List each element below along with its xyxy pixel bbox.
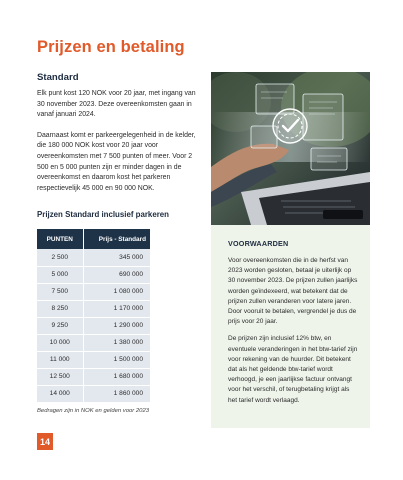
points-cell: 5 000 xyxy=(37,266,83,283)
price-table-footnote: Bedragen zijn in NOK en gelden voor 2023 xyxy=(37,408,149,414)
price-cell: 1 860 000 xyxy=(83,385,150,402)
standard-section xyxy=(37,72,203,204)
points-cell: 9 250 xyxy=(37,317,83,334)
points-cell: 8 250 xyxy=(37,300,83,317)
standard-paragraph-1: Elk punt kost 120 NOK voor 20 jaar, met ingang van 30 november 2023. Deze overeenkomsten gaan in vanaf januari 2024. xyxy=(37,90,196,119)
table-row xyxy=(37,300,150,317)
price-cell: 1 380 000 xyxy=(83,334,150,351)
price-table xyxy=(37,229,150,403)
conditions-heading: VOORWAARDEN xyxy=(228,239,289,248)
price-cell: 1 170 000 xyxy=(83,300,150,317)
standard-heading: Standard xyxy=(37,72,79,83)
table-row xyxy=(37,368,150,385)
points-cell: 2 500 xyxy=(37,249,83,266)
price-cell: 1 500 000 xyxy=(83,351,150,368)
table-row xyxy=(37,334,150,351)
price-cell: 1 080 000 xyxy=(83,283,150,300)
points-cell: 11 000 xyxy=(37,351,83,368)
points-cell: 12 500 xyxy=(37,368,83,385)
price-cell: 690 000 xyxy=(83,266,150,283)
table-row xyxy=(37,283,150,300)
checkmark-badge-icon xyxy=(273,109,307,143)
table-header-row xyxy=(37,229,150,249)
table-row xyxy=(37,249,150,266)
points-cell: 7 500 xyxy=(37,283,83,300)
page-number: 14 xyxy=(37,433,53,450)
price-cell: 1 680 000 xyxy=(83,368,150,385)
table-row xyxy=(37,385,150,402)
hero-photo-illustration xyxy=(211,72,370,225)
table-row xyxy=(37,351,150,368)
conditions-box xyxy=(211,225,370,428)
price-cell: 345 000 xyxy=(83,249,150,266)
column-header-points: PUNTEN xyxy=(37,229,83,249)
hero-photo xyxy=(211,72,370,225)
points-cell: 10 000 xyxy=(37,334,83,351)
table-row xyxy=(37,317,150,334)
conditions-paragraph-2: De prijzen zijn inclusief 12% btw, en eventuele veranderingen in het btw-tarief zijn voor rekening van de huurder. Dit betekent dat als het geldende btw-tarief wordt verhoogd, je een jaarlijkse factuur ontvangt voor het verschil, of terugbetaling krijgt als het tarief wordt verlaagd. xyxy=(228,335,358,404)
price-cell: 1 290 000 xyxy=(83,317,150,334)
page-title: Prijzen en betaling xyxy=(37,38,185,56)
points-cell: 14 000 xyxy=(37,385,83,402)
table-row xyxy=(37,266,150,283)
column-header-price: Prijs - Standard xyxy=(83,229,150,249)
standard-paragraph-2: Daarnaast komt er parkeergelegenheid in de kelder, die 180 000 NOK kost voor 20 jaar voor overeenkomsten met 7 500 punten of meer. Voor 2 500 en 5 000 punten zijn er minder dagen in de overeenkomst en daarom kost het parkeren respectievelijk 45 000 en 90 000 NOK. xyxy=(37,131,196,192)
conditions-paragraph-1: Voor overeenkomsten die in de herfst van 2023 worden gesloten, betaal je uiterlijk op 30 november 2023. De prijzen zullen jaarlijks worden geïndexeerd, wat betekent dat de prijzen zullen veranderen voor latere jaren. Door vooruit te betalen, vergrendel je dus de prijs voor 20 jaar. xyxy=(228,257,358,326)
price-table-heading: Prijzen Standard inclusief parkeren xyxy=(37,210,169,219)
